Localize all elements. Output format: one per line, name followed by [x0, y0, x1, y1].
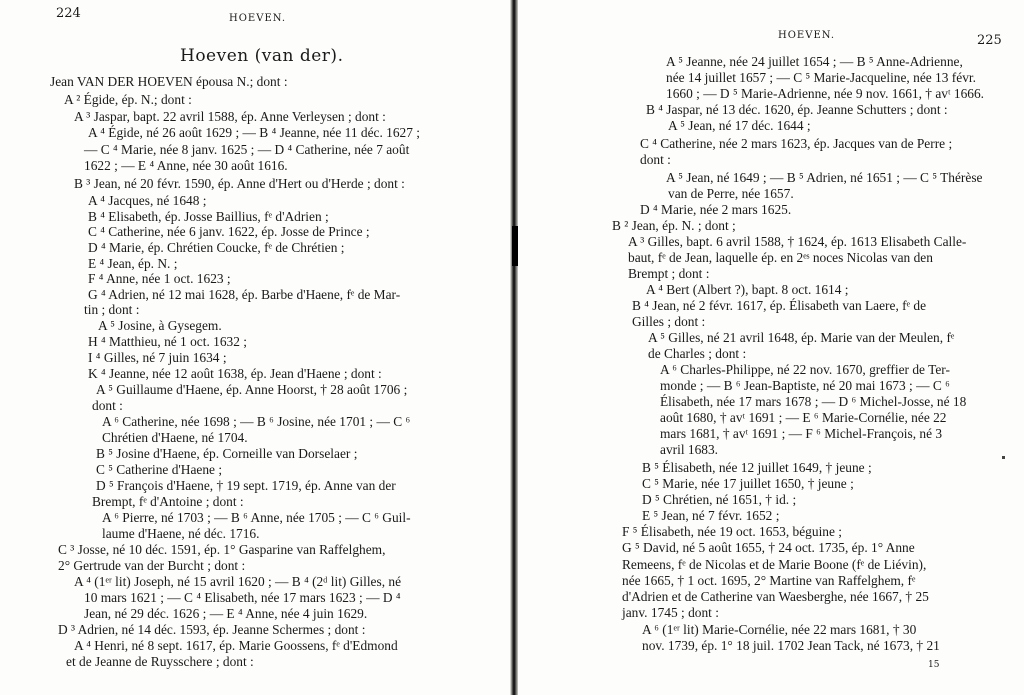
text-line: B ⁴ Elisabeth, ép. Josse Baillius, fᵉ d'Adrien ; [88, 209, 329, 224]
text-line: C ⁵ Catherine d'Haene ; [96, 462, 223, 477]
text-line: août 1680, † avᵗ 1691 ; — E ⁶ Marie-Cornélie, née 22 [660, 410, 947, 425]
text-line: K ⁴ Jeanne, née 12 août 1638, ép. Jean d'Haene ; dont : [88, 366, 382, 381]
text-line: A ⁶ Charles-Philippe, né 22 nov. 1670, greffier de Ter- [660, 362, 950, 377]
running-head-left: HOEVEN. [229, 13, 287, 24]
text-line: de Charles ; dont : [648, 346, 747, 361]
page-number-right: 225 [977, 33, 1002, 48]
text-line: F ⁵ Élisabeth, née 19 oct. 1653, béguine ; [622, 524, 842, 539]
text-line: janv. 1745 ; dont : [622, 605, 719, 620]
page-title: Hoeven (van der). [180, 46, 344, 66]
signature-mark: 15 [928, 660, 940, 670]
text-line: A ⁴ Jacques, né 1648 ; [88, 193, 207, 208]
text-line: dont : [640, 152, 671, 167]
text-line: laume d'Haene, né déc. 1716. [102, 526, 260, 541]
text-line: A ⁵ Jean, né 1649 ; — B ⁵ Adrien, né 1651 ; — C ⁵ Thérèse [666, 170, 983, 185]
text-line: I ⁴ Gilles, né 7 juin 1634 ; [88, 350, 227, 365]
right-page [516, 0, 1024, 695]
text-line: A ⁴ Henri, né 8 sept. 1617, ép. Marie Goossens, fᵉ d'Edmond [74, 638, 398, 653]
text-line: A ² Égide, ép. N.; dont : [64, 92, 192, 107]
text-line: tin ; dont : [84, 302, 140, 317]
text-line: Brempt, fᵉ d'Antoine ; dont : [92, 494, 244, 509]
text-line: A ⁵ Guillaume d'Haene, ép. Anne Hoorst, † 28 août 1706 ; [96, 382, 408, 397]
text-line: Élisabeth, née 17 mars 1678 ; — D ⁶ Michel-Josse, né 18 [660, 394, 967, 409]
text-line: A ⁶ Catherine, née 1698 ; — B ⁶ Josine, née 1701 ; — C ⁶ [102, 414, 411, 429]
text-line: A ⁵ Gilles, né 21 avril 1648, ép. Marie van der Meulen, fᵉ [648, 330, 955, 345]
text-line: d'Adrien et de Catherine van Waesberghe, née 1667, † 25 [622, 589, 929, 604]
text-line: 1622 ; — E ⁴ Anne, née 30 août 1616. [84, 158, 288, 173]
text-line: A ⁶ Pierre, né 1703 ; — B ⁶ Anne, née 1705 ; — C ⁶ Guil- [102, 510, 411, 525]
text-line: B ⁵ Josine d'Haene, ép. Corneille van Dorselaer ; [96, 446, 358, 461]
text-line: A ⁴ (1ᵉʳ lit) Joseph, né 15 avril 1620 ; — B ⁴ (2ᵈ lit) Gilles, né [74, 574, 402, 589]
text-line: B ⁴ Jean, né 2 févr. 1617, ép. Élisabeth van Laere, fᵉ de [632, 298, 927, 313]
text-line: Jean, né 29 déc. 1626 ; — E ⁴ Anne, née 4 juin 1629. [84, 606, 368, 621]
text-line: et de Jeanne de Ruysschere ; dont : [66, 654, 254, 669]
text-line: G ⁵ David, né 5 août 1655, † 24 oct. 1735, ép. 1° Anne [622, 540, 915, 555]
text-line: C ⁵ Marie, née 17 juillet 1650, † jeune ; [642, 476, 854, 491]
text-line: A ⁴ Bert (Albert ?), bapt. 8 oct. 1614 ; [646, 282, 849, 297]
text-line: C ⁴ Catherine, née 2 mars 1623, ép. Jacques van de Perre ; [640, 136, 953, 151]
text-line: 10 mars 1621 ; — C ⁴ Elisabeth, née 17 mars 1623 ; — D ⁴ [84, 590, 401, 605]
text-line: 2° Gertrude van der Burcht ; dont : [58, 558, 246, 573]
text-line: 1660 ; — D ⁵ Marie-Adrienne, née 9 nov. 1661, † avᵗ 1666. [666, 86, 985, 101]
text-line: nov. 1739, ép. 1° 18 juil. 1702 Jean Tack, né 1673, † 21 [642, 638, 940, 653]
page-edge-speck [1002, 456, 1005, 459]
text-line: Chrétien d'Haene, né 1704. [102, 430, 248, 445]
text-line: A ⁵ Jean, né 17 déc. 1644 ; [668, 118, 811, 133]
text-line: G ⁴ Adrien, né 12 mai 1628, ép. Barbe d'Haene, fᵉ de Mar- [88, 287, 401, 302]
text-line: Brempt ; dont : [628, 266, 710, 281]
text-line: D ⁵ François d'Haene, † 19 sept. 1719, ép. Anne van der [96, 478, 396, 493]
running-head-right: HOEVEN. [778, 30, 836, 41]
text-line: mars 1681, † avᵗ 1691 ; — F ⁶ Michel-François, né 3 [660, 426, 943, 441]
text-line: E ⁵ Jean, né 7 févr. 1652 ; [642, 508, 780, 523]
text-line: B ⁵ Élisabeth, née 12 juillet 1649, † jeune ; [642, 460, 872, 475]
text-line: C ⁴ Catherine, née 6 janv. 1622, ép. Josse de Prince ; [88, 224, 370, 239]
text-line: A ⁴ Égide, né 26 août 1629 ; — B ⁴ Jeanne, née 11 déc. 1627 ; [88, 125, 421, 140]
text-line: A ³ Jaspar, bapt. 22 avril 1588, ép. Anne Verleysen ; dont : [74, 109, 386, 124]
text-line: née 1665, † 1 oct. 1695, 2° Martine van Raffelghem, fᵉ [622, 573, 916, 588]
text-line: C ³ Josse, né 10 déc. 1591, ép. 1° Gasparine van Raffelghem, [58, 542, 386, 557]
text-line: D ⁵ Chrétien, né 1651, † id. ; [642, 492, 797, 507]
text-line: baut, fᵉ de Jean, laquelle ép. en 2ᵉˢ noces Nicolas van den [628, 250, 933, 265]
text-line: Gilles ; dont : [632, 314, 706, 329]
text-line: B ² Jean, ép. N. ; dont ; [612, 218, 736, 233]
page-number-left: 224 [56, 6, 81, 21]
text-line: D ³ Adrien, né 14 déc. 1593, ép. Jeanne Schermes ; dont : [58, 622, 366, 637]
text-line: A ⁵ Josine, à Gysegem. [98, 318, 222, 333]
text-line: A ⁵ Jeanne, née 24 juillet 1654 ; — B ⁵ Anne-Adrienne, [666, 54, 963, 69]
text-line: née 14 juillet 1657 ; — C ⁵ Marie-Jacqueline, née 13 févr. [666, 70, 976, 85]
text-line: B ³ Jean, né 20 févr. 1590, ép. Anne d'Hert ou d'Herde ; dont : [74, 176, 405, 191]
text-line: monde ; — B ⁶ Jean-Baptiste, né 20 mai 1673 ; — C ⁶ [660, 378, 950, 393]
text-line: van de Perre, née 1657. [668, 186, 794, 201]
text-line: D ⁴ Marie, née 2 mars 1625. [640, 202, 792, 217]
text-line: avril 1683. [660, 442, 719, 457]
text-line: H ⁴ Matthieu, né 1 oct. 1632 ; [88, 334, 248, 349]
text-line: dont : [92, 398, 123, 413]
text-line: E ⁴ Jean, ép. N. ; [88, 256, 178, 271]
text-line: A ⁶ (1ᵉʳ lit) Marie-Cornélie, née 22 mars 1681, † 30 [642, 622, 917, 637]
text-line: B ⁴ Jaspar, né 13 déc. 1620, ép. Jeanne Schutters ; dont : [646, 102, 948, 117]
text-line: F ⁴ Anne, née 1 oct. 1623 ; [88, 271, 231, 286]
text-line: — C ⁴ Marie, née 8 janv. 1625 ; — D ⁴ Catherine, née 7 août [84, 142, 410, 157]
text-line: Jean VAN DER HOEVEN épousa N.; dont : [50, 74, 288, 89]
text-line: Remeens, fᵉ de Nicolas et de Marie Boone (fᵉ de Liévin), [622, 557, 927, 572]
text-line: D ⁴ Marie, ép. Chrétien Coucke, fᵉ de Chrétien ; [88, 240, 345, 255]
text-line: A ³ Gilles, bapt. 6 avril 1588, † 1624, ép. 1613 Elisabeth Calle- [628, 234, 967, 249]
